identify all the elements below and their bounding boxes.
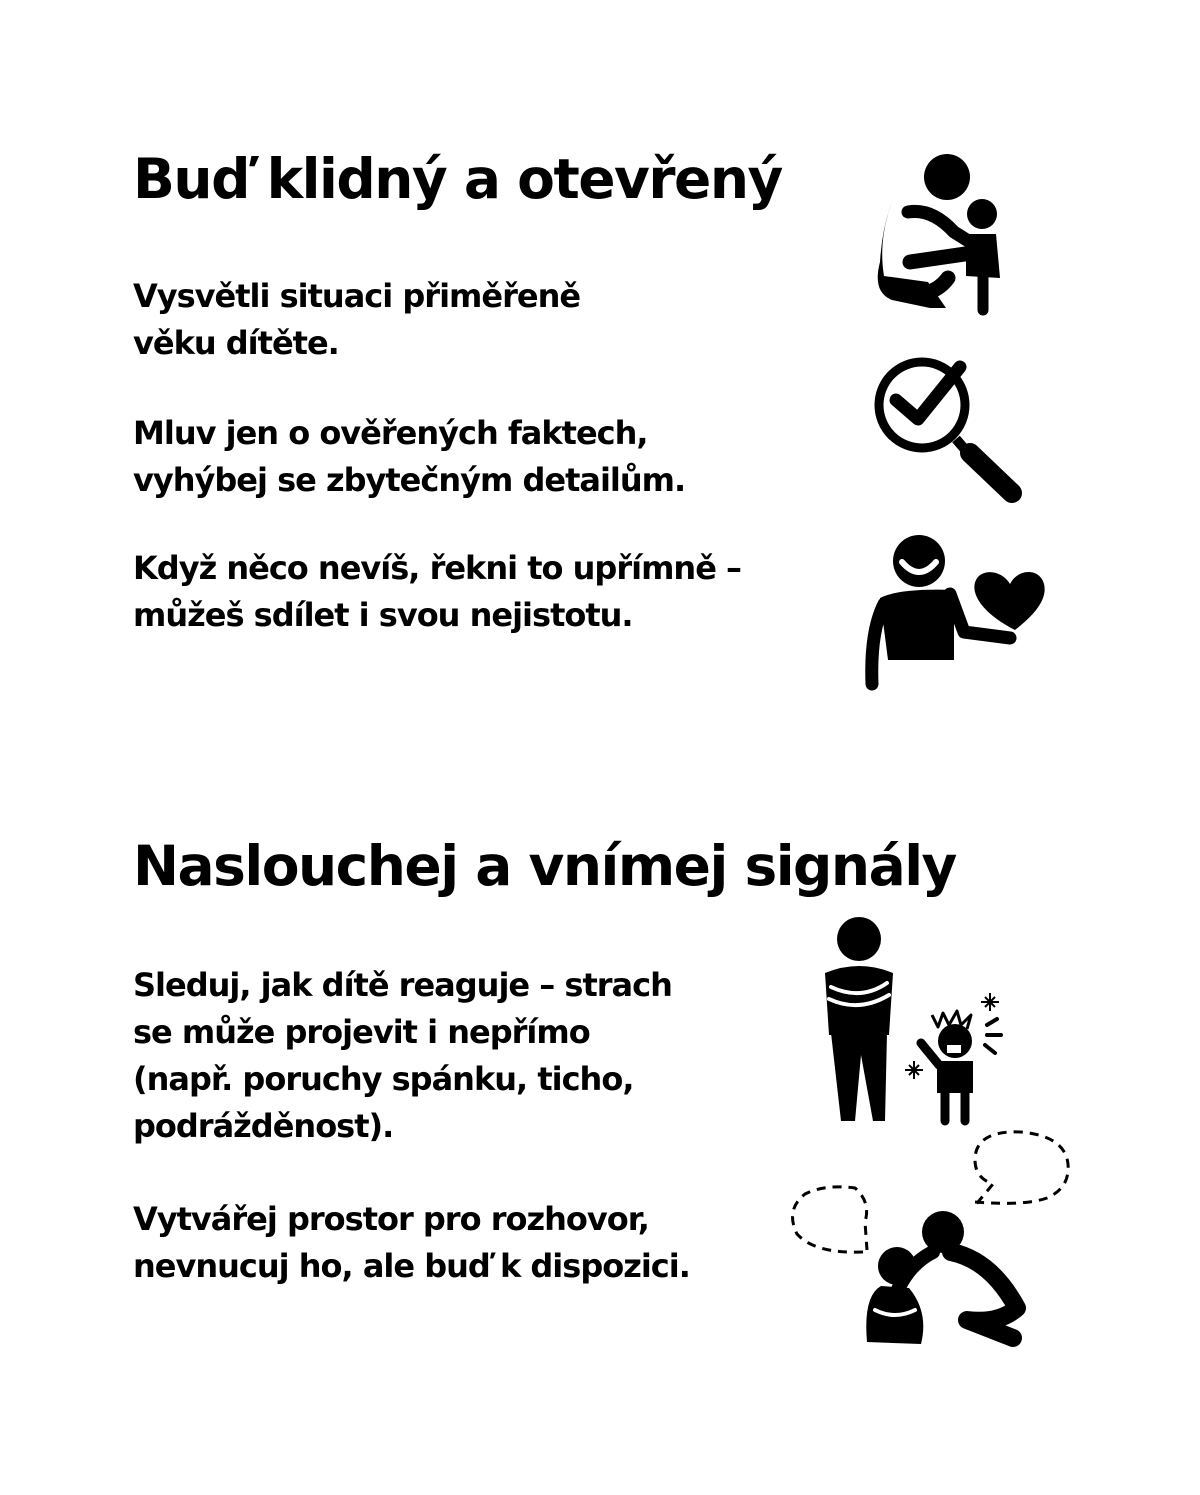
adult-comforting-child-icon xyxy=(870,150,1020,325)
adult-with-upset-child-icon xyxy=(815,915,1010,1130)
adult-talking-to-sad-child-icon xyxy=(785,1128,1075,1353)
section-1-heading: Buď klidný a otevřený xyxy=(133,147,782,211)
section-2-paragraph-1: Sleduj, jak dítě reaguje – strach se může projevit i nepřímo (např. poruchy spánku, ticho, podrážděnost). xyxy=(133,966,672,1145)
magnifier-check-icon xyxy=(872,355,1024,505)
section-2-heading: Naslouchej a vnímej signály xyxy=(133,834,956,898)
person-offering-heart-icon xyxy=(858,532,1048,692)
section-1-paragraph-2: Mluv jen o ověřených faktech, vyhýbej se zbytečným detailům. xyxy=(133,414,686,499)
section-1-paragraph-3: Když něco nevíš, řekni to upřímně – můžeš sdílet i svou nejistotu. xyxy=(133,549,742,634)
section-2-paragraph-2: Vytvářej prostor pro rozhovor, nevnucuj ho, ale buď k dispozici. xyxy=(133,1200,690,1285)
section-1-paragraph-1: Vysvětli situaci přiměřeně věku dítěte. xyxy=(133,277,581,362)
